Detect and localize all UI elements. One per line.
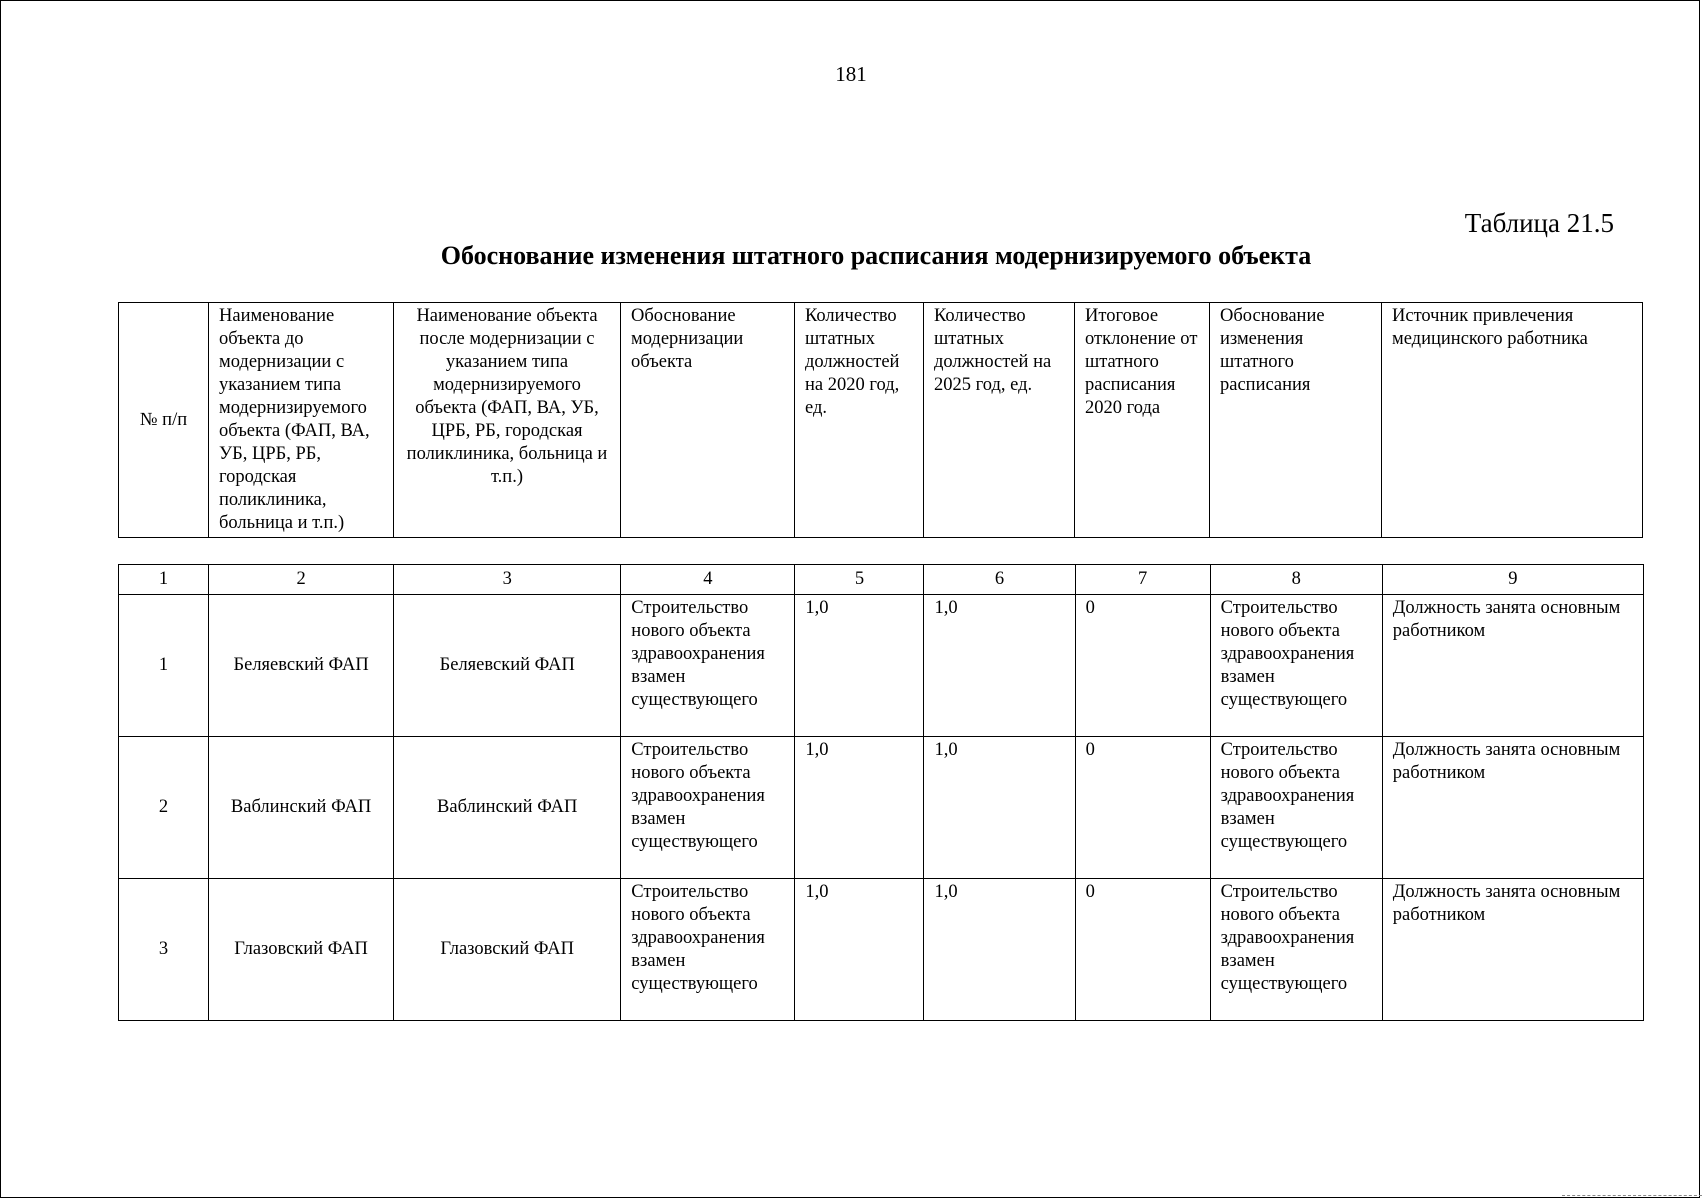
header-table: [118, 302, 1643, 538]
deviation-cell: 0: [1075, 737, 1210, 879]
header-cell-object-before: Наименование объекта до модернизации с указанием типа модернизируемого объекта (ФАП, ВА, УБ, ЦРБ, РБ, городская поликлиника, больница и т.п.): [209, 303, 394, 538]
worker-source-cell: Должность занята основным работником: [1382, 879, 1643, 1021]
column-number: 4: [621, 565, 795, 595]
column-number: 7: [1075, 565, 1210, 595]
row-number: 2: [119, 737, 209, 879]
column-number: 6: [924, 565, 1075, 595]
header-cell-object-after: Наименование объекта после модернизации с указанием типа модернизируемого объекта (ФАП, ВА, УБ, ЦРБ, РБ, городская поликлиника, больница и т.п.): [394, 303, 621, 538]
staff-2020-cell: 1,0: [795, 595, 924, 737]
staff-2025-cell: 1,0: [924, 595, 1075, 737]
table-row: [119, 737, 1644, 879]
staff-2020-cell: 1,0: [795, 879, 924, 1021]
change-reason-cell: Строительство нового объекта здравоохранения взамен существующего: [1210, 595, 1382, 737]
table-label: Таблица 21.5: [1464, 208, 1614, 238]
deviation-cell: 0: [1075, 595, 1210, 737]
header-row: [119, 303, 1643, 538]
column-number: 2: [209, 565, 394, 595]
object-after-cell: Беляевский ФАП: [394, 595, 621, 737]
table-row: [119, 879, 1644, 1021]
column-number-row: [119, 565, 1644, 595]
deviation-cell: 0: [1075, 879, 1210, 1021]
staff-2020-cell: 1,0: [795, 737, 924, 879]
change-reason-cell: Строительство нового объекта здравоохранения взамен существующего: [1210, 879, 1382, 1021]
data-table: [118, 564, 1644, 1021]
object-after-cell: Глазовский ФАП: [394, 879, 621, 1021]
object-before-cell: Глазовский ФАП: [209, 879, 394, 1021]
header-cell-staff-2025: Количество штатных должностей на 2025 год, ед.: [924, 303, 1075, 538]
object-after-cell: Ваблинский ФАП: [394, 737, 621, 879]
column-number: 8: [1210, 565, 1382, 595]
staff-2025-cell: 1,0: [924, 879, 1075, 1021]
scan-edge-mark: [1562, 1195, 1702, 1200]
row-number: 1: [119, 595, 209, 737]
worker-source-cell: Должность занята основным работником: [1382, 595, 1643, 737]
document-title: Обоснование изменения штатного расписания модернизируемого объекта: [440, 241, 1312, 270]
row-number: 3: [119, 879, 209, 1021]
change-reason-cell: Строительство нового объекта здравоохранения взамен существующего: [1210, 737, 1382, 879]
modernization-reason-cell: Строительство нового объекта здравоохранения взамен существующего: [621, 737, 795, 879]
column-number: 5: [795, 565, 924, 595]
page-number: 181: [835, 62, 867, 86]
column-number: 9: [1382, 565, 1643, 595]
object-before-cell: Беляевский ФАП: [209, 595, 394, 737]
header-cell-staff-2020: Количество штатных должностей на 2020 год, ед.: [795, 303, 924, 538]
modernization-reason-cell: Строительство нового объекта здравоохранения взамен существующего: [621, 879, 795, 1021]
object-before-cell: Ваблинский ФАП: [209, 737, 394, 879]
header-cell-modernization-reason: Обоснование модернизации объекта: [621, 303, 795, 538]
header-cell-change-reason: Обоснование изменения штатного расписания: [1210, 303, 1382, 538]
column-number: 1: [119, 565, 209, 595]
header-cell-number: № п/п: [119, 303, 209, 538]
staff-2025-cell: 1,0: [924, 737, 1075, 879]
worker-source-cell: Должность занята основным работником: [1382, 737, 1643, 879]
modernization-reason-cell: Строительство нового объекта здравоохранения взамен существующего: [621, 595, 795, 737]
table-row: [119, 595, 1644, 737]
header-cell-worker-source: Источник привлечения медицинского работника: [1382, 303, 1643, 538]
column-number: 3: [394, 565, 621, 595]
header-cell-deviation: Итоговое отклонение от штатного расписания 2020 года: [1075, 303, 1210, 538]
